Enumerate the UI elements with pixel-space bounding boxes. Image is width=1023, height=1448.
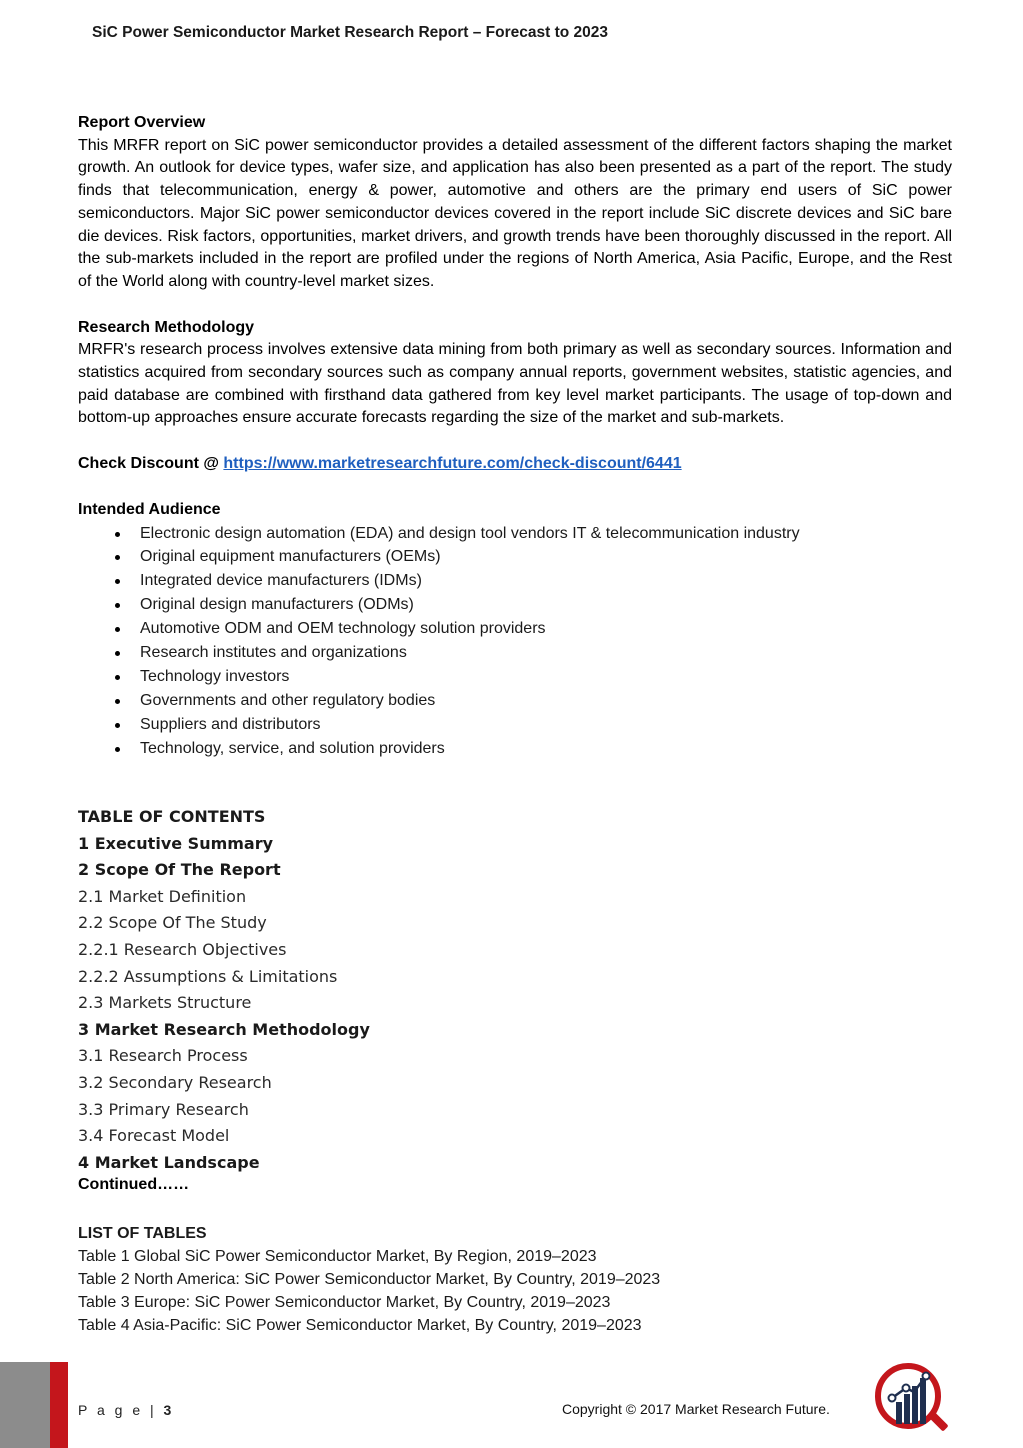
audience-item	[78, 522, 952, 546]
page-number-value: 3	[163, 1402, 172, 1418]
list-of-tables-heading: LIST OF TABLES	[78, 1225, 207, 1242]
bullet-icon	[115, 651, 120, 656]
audience-item	[78, 617, 952, 641]
toc-entry: 2.2.2 Assumptions & Limitations	[78, 966, 338, 986]
audience-item-text: Technology investors	[140, 667, 290, 685]
copyright-text: Copyright © 2017 Market Research Future.	[562, 1401, 830, 1417]
toc-entry: 3.2 Secondary Research	[78, 1072, 272, 1092]
bullet-icon	[115, 603, 120, 608]
footer-gray-bar	[0, 1362, 50, 1448]
audience-item	[78, 569, 952, 593]
toc-entry: 2.1 Market Definition	[78, 886, 247, 906]
audience-item-text: Automotive ODM and OEM technology solution providers	[140, 620, 546, 638]
mrfr-logo-icon	[870, 1362, 956, 1434]
toc-continued: Continued……	[78, 1176, 190, 1193]
audience-item	[78, 545, 952, 569]
bullet-icon	[115, 723, 120, 728]
audience-list	[78, 522, 952, 761]
bullet-icon	[115, 747, 120, 752]
overview-text: This MRFR report on SiC power semiconductor provides a detailed assessment of the different factors shaping the market growth. An outlook for device types, wafer size, and application has also been presented as a part of the report. The study finds that telecommunication, energy & power, automotive and others are the primary end users of SiC power semiconductors. Major SiC power semiconductor devices covered in the report include SiC discrete devices and SiC bare die devices. Risk factors, opportunities, market drivers, and growth trends have been thoroughly discussed in the report. All the sub-markets included in the report are profiled under the regions of North America, Asia Pacific, Europe, and the Rest of the World along with country-level market sizes.	[78, 136, 952, 290]
bullet-icon	[115, 627, 120, 632]
table-list-entry: Table 4 Asia-Pacific: SiC Power Semiconductor Market, By Country, 2019–2023	[78, 1317, 642, 1334]
audience-item	[78, 593, 952, 617]
toc-entry: 2.2 Scope Of The Study	[78, 913, 267, 933]
bullet-icon	[115, 675, 120, 680]
report-content	[78, 112, 952, 761]
bullet-icon	[115, 579, 120, 584]
audience-item	[78, 689, 952, 713]
audience-item-text: Integrated device manufacturers (IDMs)	[140, 572, 422, 590]
toc-entry: 3.4 Forecast Model	[78, 1126, 230, 1146]
audience-item-text: Original equipment manufacturers (OEMs)	[140, 548, 441, 566]
toc-entry: 3 Market Research Methodology	[78, 1019, 370, 1039]
bullet-icon	[115, 532, 120, 537]
audience-item	[78, 713, 952, 737]
toc-entry: 3.1 Research Process	[78, 1046, 248, 1066]
bullet-icon	[115, 555, 120, 560]
toc-entry: 2.3 Markets Structure	[78, 993, 252, 1013]
audience-item-text: Research institutes and organizations	[140, 644, 407, 662]
toc-entry: 1 Executive Summary	[78, 833, 274, 853]
audience-item-text: Technology, service, and solution providers	[140, 739, 445, 757]
audience-item-text: Suppliers and distributors	[140, 715, 321, 733]
toc-entry: 4 Market Landscape	[78, 1152, 260, 1172]
toc-entry: 3.3 Primary Research	[78, 1099, 249, 1119]
list-of-tables	[78, 1222, 878, 1337]
footer-red-bar	[50, 1362, 68, 1448]
audience-item	[78, 665, 952, 689]
table-of-contents	[78, 804, 678, 1176]
audience-heading: Intended Audience	[78, 500, 221, 518]
methodology-text: MRFR's research process involves extensive data mining from both primary as well as secondary sources. Information and statistics acquired from secondary sources such as company annual reports, government websites, statistic agencies, and paid database are combined with firsthand data gathered from key level market participants. The usage of top-down and bottom-up approaches ensure accurate forecasts regarding the size of the market and sub-markets.	[78, 341, 952, 427]
page-label: P a g e |	[78, 1402, 157, 1418]
toc-entry: 2 Scope Of The Report	[78, 860, 281, 880]
audience-item	[78, 641, 952, 665]
methodology-heading: Research Methodology	[78, 318, 255, 336]
check-discount-link[interactable]: https://www.marketresearchfuture.com/check-discount/6441	[223, 455, 682, 473]
audience-item-text: Original design manufacturers (ODMs)	[140, 596, 414, 614]
audience-item-text: Electronic design automation (EDA) and design tool vendors IT & telecommunication industry	[140, 524, 800, 542]
table-list-entry: Table 1 Global SiC Power Semiconductor Market, By Region, 2019–2023	[78, 1248, 597, 1265]
table-list-entry: Table 2 North America: SiC Power Semiconductor Market, By Country, 2019–2023	[78, 1271, 661, 1288]
check-discount-line	[78, 453, 952, 476]
page-header-title: SiC Power Semiconductor Market Research Report – Forecast to 2023	[92, 24, 608, 41]
toc-heading: TABLE OF CONTENTS	[78, 807, 266, 826]
audience-item	[78, 737, 952, 761]
toc-entry: 2.2.1 Research Objectives	[78, 939, 287, 959]
overview-heading: Report Overview	[78, 114, 206, 131]
check-discount-label: Check Discount @	[78, 455, 224, 473]
page-number	[78, 1402, 171, 1418]
audience-item-text: Governments and other regulatory bodies	[140, 691, 436, 709]
table-list-entry: Table 3 Europe: SiC Power Semiconductor Market, By Country, 2019–2023	[78, 1294, 611, 1311]
bullet-icon	[115, 699, 120, 704]
